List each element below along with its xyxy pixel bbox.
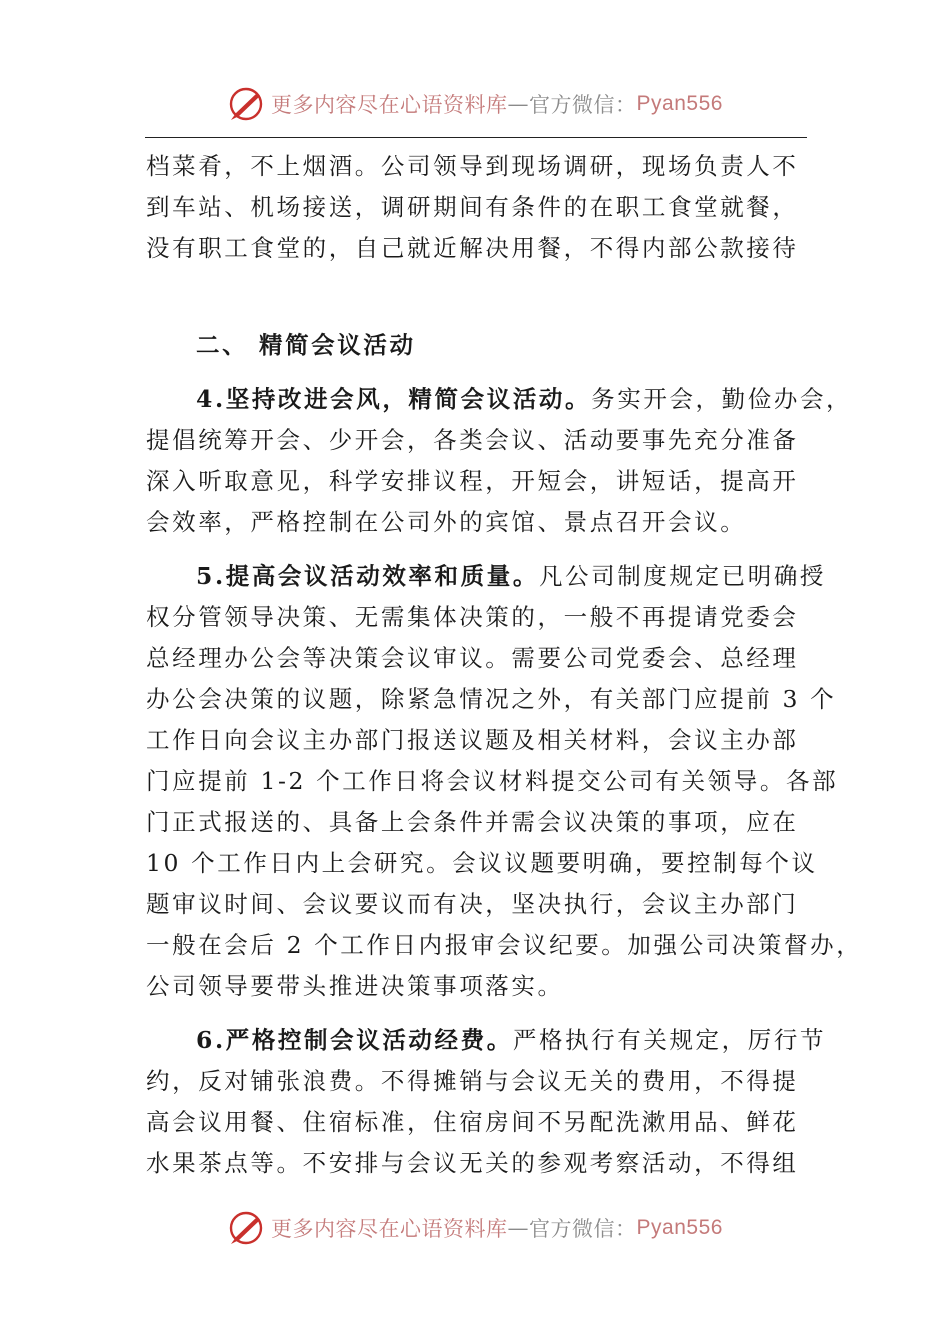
text-line: 权分管领导决策、无需集体决策的，一般不再提请党委会 bbox=[146, 603, 799, 631]
header-divider bbox=[145, 137, 807, 138]
text-line: 会效率，严格控制在公司外的宾馆、景点召开会议。 bbox=[146, 508, 747, 536]
header-watermark-banner bbox=[0, 84, 950, 124]
banner-wechat-id: Pyan556 bbox=[636, 1216, 723, 1239]
text-line: 约，反对铺张浪费。不得摊销与会议无关的费用，不得提 bbox=[146, 1067, 799, 1095]
text-line: 提倡统筹开会、少开会，各类会议、活动要事先充分准备 bbox=[146, 426, 799, 454]
document-body bbox=[146, 146, 863, 1184]
banner-wechat-label: 官方微信： bbox=[529, 1217, 637, 1241]
text-line: 10 个工作日内上会研究。会议议题要明确，要控制每个议 bbox=[146, 849, 818, 877]
paragraph-6-text: 严格执行有关规定，厉行节 bbox=[512, 1026, 827, 1054]
text-line: 深入听取意见，科学安排议程，开短会，讲短话，提高开 bbox=[146, 467, 799, 495]
banner-wechat-label: 官方微信： bbox=[529, 93, 637, 117]
text-line: 水果茶点等。不安排与会议无关的参观考察活动，不得组 bbox=[146, 1149, 799, 1177]
text-line: 公司领导要带头推进决策事项落实。 bbox=[146, 972, 564, 1000]
banner-brand-text: 更多内容尽在心语资料库 bbox=[271, 93, 508, 117]
pen-circle-logo-icon bbox=[227, 1208, 267, 1248]
paragraph-5-first-line bbox=[146, 556, 827, 597]
text-line: 总经理办公会等决策会议审议。需要公司党委会、总经理 bbox=[146, 644, 799, 672]
text-line: 高会议用餐、住宿标准，住宿房间不另配洗漱用品、鲜花 bbox=[146, 1108, 799, 1136]
paragraph-4-text: 务实开会，勤俭办会， bbox=[591, 385, 853, 413]
paragraph-6-first-line bbox=[146, 1020, 827, 1061]
text-line: 一般在会后 2 个工作日内报审会议纪要。加强公司决策督办， bbox=[146, 931, 863, 959]
paragraph-6-title: 6.严格控制会议活动经费。 bbox=[196, 1026, 513, 1054]
text-line: 没有职工食堂的，自己就近解决用餐，不得内部公款接待 bbox=[146, 234, 799, 262]
section-heading: 二、 精简会议活动 bbox=[196, 331, 416, 359]
paragraph-4-first-line bbox=[146, 379, 853, 420]
banner-separator: — bbox=[507, 92, 530, 116]
paragraph-5-title: 5.提高会议活动效率和质量。 bbox=[196, 562, 539, 590]
text-line: 工作日向会议主办部门报送议题及相关材料，会议主办部 bbox=[146, 726, 799, 754]
text-line: 档菜肴，不上烟酒。公司领导到现场调研，现场负责人不 bbox=[146, 152, 799, 180]
paragraph-5-text: 凡公司制度规定已明确授 bbox=[538, 562, 827, 590]
banner-brand-text: 更多内容尽在心语资料库 bbox=[271, 1217, 508, 1241]
text-line: 到车站、机场接送，调研期间有条件的在职工食堂就餐， bbox=[146, 193, 799, 221]
text-line: 办公会决策的议题，除紧急情况之外，有关部门应提前 3 个 bbox=[146, 685, 837, 713]
banner-wechat-id: Pyan556 bbox=[636, 92, 723, 115]
pen-circle-logo-icon bbox=[227, 84, 267, 124]
text-line: 门正式报送的、具备上会条件并需会议决策的事项，应在 bbox=[146, 808, 799, 836]
banner-separator: — bbox=[507, 1216, 530, 1240]
footer-watermark-banner bbox=[0, 1208, 950, 1248]
paragraph-4-title: 4.坚持改进会风，精简会议活动。 bbox=[196, 385, 592, 413]
text-line: 门应提前 1-2 个工作日将会议材料提交公司有关领导。各部 bbox=[146, 767, 839, 795]
text-line: 题审议时间、会议要议而有决，坚决执行，会议主办部门 bbox=[146, 890, 799, 918]
